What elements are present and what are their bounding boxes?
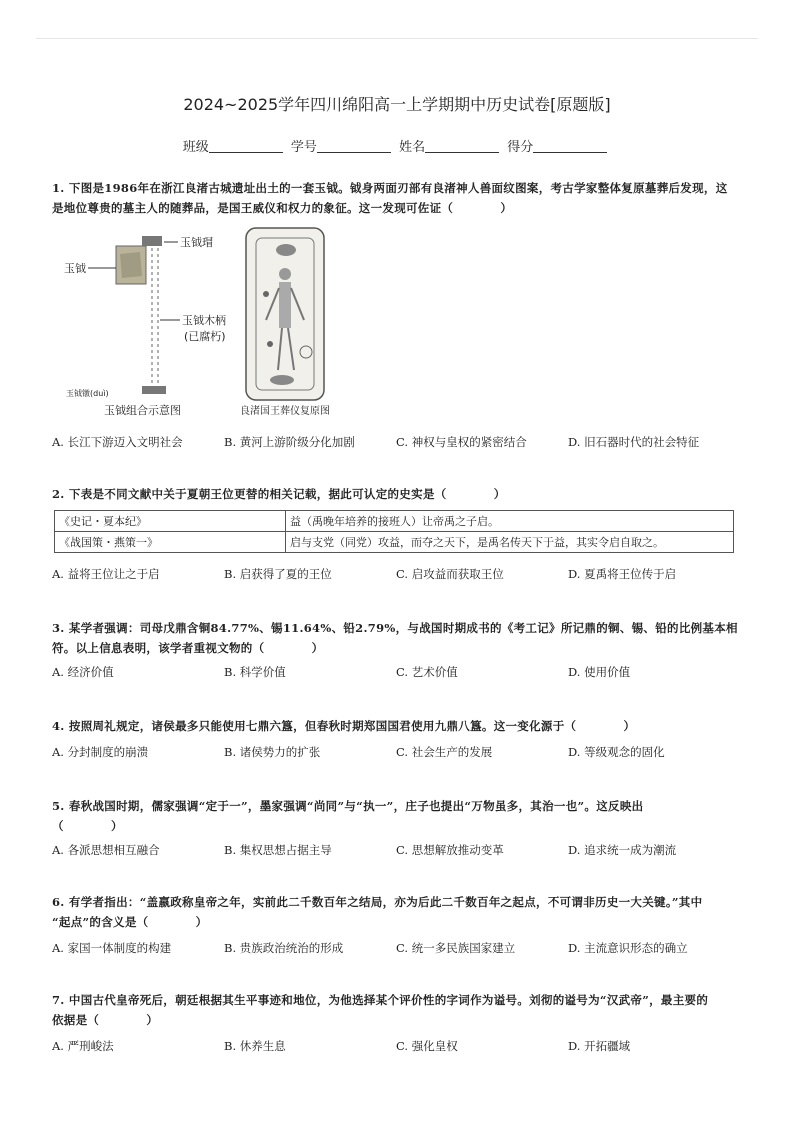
q4-option-b[interactable]: B. 诸侯势力的扩张 xyxy=(224,745,321,759)
q1-option-d[interactable]: D. 旧石器时代的社会特征 xyxy=(568,435,700,449)
skeleton-head xyxy=(279,268,291,280)
question-1-options xyxy=(52,434,742,450)
caption-right: 良渚国王葬仪复原图 xyxy=(240,406,330,417)
question-6-options xyxy=(52,940,742,956)
page-title: 2024~2025学年四川绵阳高一上学期期中历史试卷[原题版] xyxy=(183,95,611,114)
jade-yue-figure xyxy=(60,224,360,424)
q4-option-a[interactable]: A. 分封制度的崩溃 xyxy=(52,745,149,759)
question-2-table xyxy=(54,510,734,553)
score-label: 得分 xyxy=(507,140,534,155)
q1-option-c[interactable]: C. 神权与皇权的紧密结合 xyxy=(396,435,527,449)
top-divider xyxy=(36,38,758,39)
label-yue: 玉钺 xyxy=(64,262,86,275)
label-handle-2: (已腐朽) xyxy=(184,330,226,343)
label-handle-1: 玉钺木柄 xyxy=(182,314,226,327)
q2-option-c[interactable]: C. 启攻益而获取王位 xyxy=(396,567,504,581)
q6-option-c[interactable]: C. 统一多民族国家建立 xyxy=(396,941,516,955)
table-cell: 《史记・夏本纪》 xyxy=(55,511,286,532)
class-label: 班级 xyxy=(182,140,209,155)
score-blank[interactable] xyxy=(533,140,607,153)
q3-option-d[interactable]: D. 使用价值 xyxy=(568,665,631,679)
q5-option-d[interactable]: D. 追求统一成为潮流 xyxy=(568,843,677,857)
q7-option-b[interactable]: B. 休养生息 xyxy=(224,1039,286,1053)
q5-option-c[interactable]: C. 思想解放推动变革 xyxy=(396,843,504,857)
q4-option-c[interactable]: C. 社会生产的发展 xyxy=(396,745,493,759)
table-row xyxy=(55,532,734,553)
q3-option-a[interactable]: A. 经济价值 xyxy=(52,665,114,679)
q3-option-b[interactable]: B. 科学价值 xyxy=(224,665,286,679)
tomb-object-top xyxy=(276,244,296,256)
q6-option-d[interactable]: D. 主流意识形态的确立 xyxy=(568,941,688,955)
label-dui: 玉钺镦(duì) xyxy=(66,389,109,398)
question-4-stem: 4. 按照周礼规定，诸侯最多只能使用七鼎六簋，但春秋时期郑国国君使用九鼎八簋。这一变化源于（ ） xyxy=(52,719,636,733)
table-cell: 启与支党（同党）攻益，而夺之天下，是禹名传天下于益，其实令启自取之。 xyxy=(286,532,734,553)
jade-yue-dui xyxy=(142,386,166,394)
question-5-stem: 5. 春秋战国时期，儒家强调“定于一”，墨家强调“尚同”与“执一”，庄子也提出“万物虽多，其治一也”。这反映出 （ ） xyxy=(52,799,644,833)
q6-option-b[interactable]: B. 贵族政治统治的形成 xyxy=(224,941,344,955)
question-1-stem: 1. 下图是1986年在浙江良渚古城遗址出土的一套玉钺。钺身两面刃部有良渚神人兽面纹图案，考古学家整体复原墓葬后发现，这 是地位尊贵的墓主人的随葬品，是国王威仪和权力的象征。这一发现可佐证（ ） xyxy=(52,181,728,215)
number-label: 学号 xyxy=(290,140,317,155)
q1-option-b[interactable]: B. 黄河上游阶级分化加剧 xyxy=(224,435,355,449)
question-5-options xyxy=(52,842,742,858)
name-label: 姓名 xyxy=(399,140,426,155)
q2-option-a[interactable]: A. 益将王位让之于启 xyxy=(52,567,160,581)
table-row xyxy=(55,511,734,532)
tomb-bead-1 xyxy=(263,291,269,297)
jade-yue-texture xyxy=(120,252,142,278)
class-blank[interactable] xyxy=(209,140,283,153)
q2-option-b[interactable]: B. 启获得了夏的王位 xyxy=(224,567,332,581)
question-2-options xyxy=(52,566,742,582)
question-2-stem: 2. 下表是不同文献中关于夏朝王位更替的相关记载，据此可认定的史实是（ ） xyxy=(52,487,506,501)
number-blank[interactable] xyxy=(317,140,391,153)
label-yuezuan: 玉钺瑁 xyxy=(180,236,213,249)
question-3-stem: 3. 某学者强调：司母戊鼎含铜84.77%、锡11.64%、铅2.79%，与战国时期成书的《考工记》所记鼎的铜、锡、铅的比例基本相 符。以上信息表明，该学者重视文物的（ ） xyxy=(52,621,738,655)
student-info-line xyxy=(0,136,794,155)
table-cell: 《战国策・燕策一》 xyxy=(55,532,286,553)
question-3-options xyxy=(52,664,742,680)
q1-option-a[interactable]: A. 长江下游迈入文明社会 xyxy=(52,435,183,449)
jade-yue-cap xyxy=(142,236,162,246)
table-cell: 益（禹晚年培养的接班人）让帝禹之子启。 xyxy=(286,511,734,532)
caption-left: 玉钺组合示意图 xyxy=(104,404,181,417)
question-7-options xyxy=(52,1038,742,1054)
q7-option-c[interactable]: C. 强化皇权 xyxy=(396,1039,458,1053)
q4-option-d[interactable]: D. 等级观念的固化 xyxy=(568,745,665,759)
tomb-bead-2 xyxy=(267,341,273,347)
q5-option-a[interactable]: A. 各派思想相互融合 xyxy=(52,843,160,857)
name-blank[interactable] xyxy=(425,140,499,153)
skeleton-body xyxy=(279,282,291,328)
q3-option-c[interactable]: C. 艺术价值 xyxy=(396,665,458,679)
q5-option-b[interactable]: B. 集权思想占据主导 xyxy=(224,843,332,857)
q6-option-a[interactable]: A. 家国一体制度的构建 xyxy=(52,941,172,955)
question-7-stem: 7. 中国古代皇帝死后，朝廷根据其生平事迹和地位，为他选择某个评价性的字词作为谥号。刘彻的谥号为“汉武帝”，最主要的 依据是（ ） xyxy=(52,993,709,1027)
tomb-object-bottom xyxy=(270,375,294,385)
q7-option-d[interactable]: D. 开拓疆域 xyxy=(568,1039,631,1053)
q2-option-d[interactable]: D. 夏禹将王位传于启 xyxy=(568,567,677,581)
q7-option-a[interactable]: A. 严刑峻法 xyxy=(52,1039,114,1053)
question-4-options xyxy=(52,744,742,760)
question-6-stem: 6. 有学者指出：“盖嬴政称皇帝之年，实前此二千数百年之结局，亦为后此二千数百年之起点，不可谓非历史一大关键。”其中 “起点”的含义是（ ） xyxy=(52,895,703,929)
